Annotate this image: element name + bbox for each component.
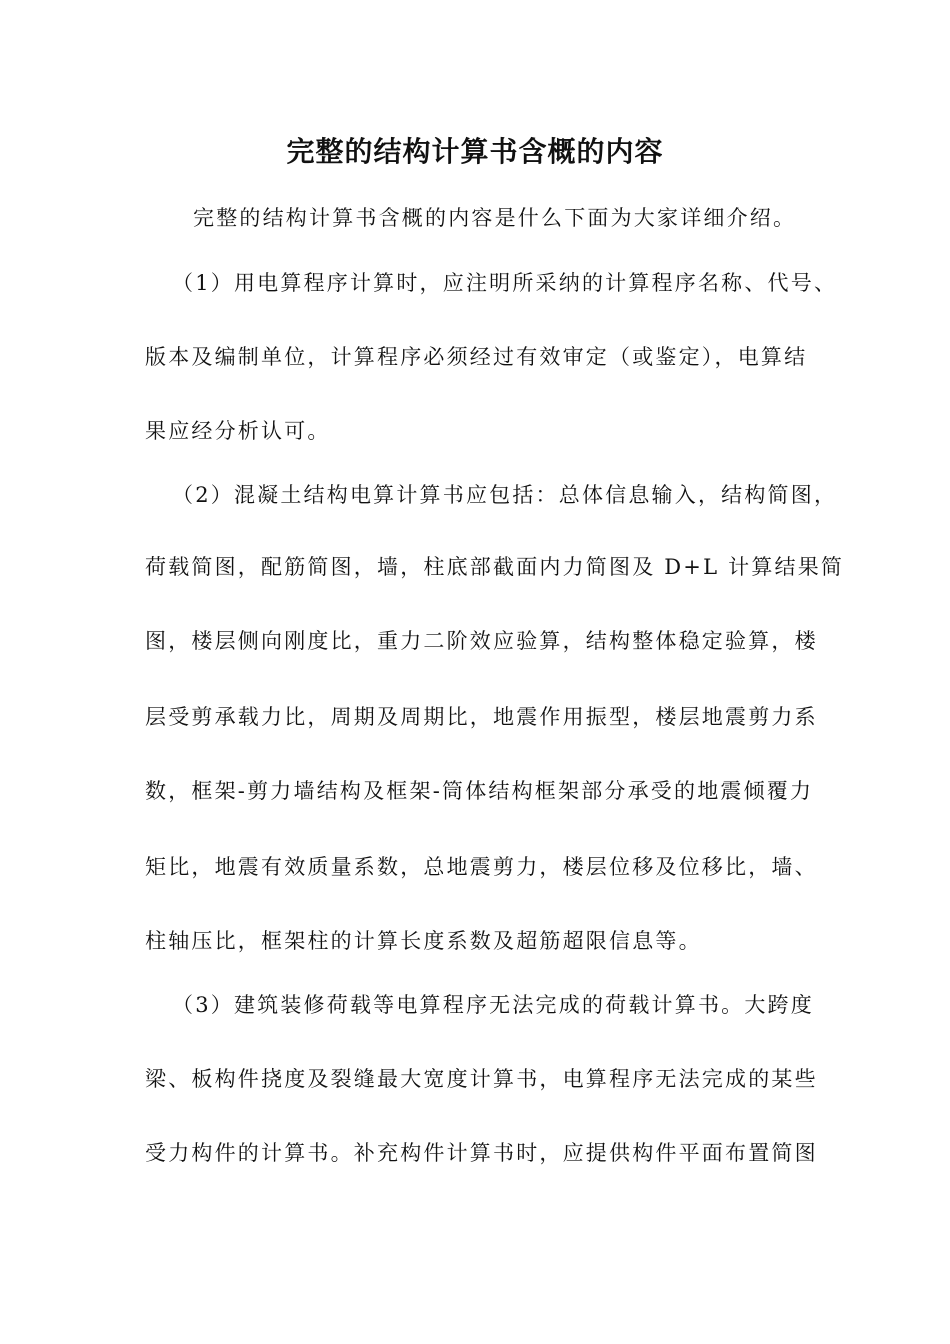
paragraph-3-line-3: 受力构件的计算书。补充构件计算书时，应提供构件平面布置简图 bbox=[145, 1141, 818, 1165]
paragraph-3-line-2: 梁、板构件挠度及裂缝最大宽度计算书，电算程序无法完成的某些 bbox=[145, 1067, 818, 1091]
document-title: 完整的结构计算书含概的内容 bbox=[286, 135, 664, 168]
paragraph-2-line-1: （2）混凝土结构电算计算书应包括：总体信息输入，结构简图， bbox=[172, 483, 838, 507]
paragraph-2-line-2: 荷载简图，配筋简图，墙，柱底部截面内力简图及 D+L 计算结果简 bbox=[145, 555, 845, 579]
paragraph-3-line-1: （3）建筑装修荷载等电算程序无法完成的荷载计算书。大跨度 bbox=[172, 993, 814, 1017]
intro-line: 完整的结构计算书含概的内容是什么下面为大家详细介绍。 bbox=[193, 206, 797, 230]
paragraph-1-line-1: （1）用电算程序计算时，应注明所采纳的计算程序名称、代号、 bbox=[172, 271, 838, 295]
paragraph-2-line-6: 矩比，地震有效质量系数，总地震剪力，楼层位移及位移比，墙、 bbox=[145, 855, 818, 879]
paragraph-2-line-4: 层受剪承载力比，周期及周期比，地震作用振型，楼层地震剪力系 bbox=[145, 705, 818, 729]
paragraph-2-line-5: 数，框架-剪力墙结构及框架-筒体结构框架部分承受的地震倾覆力 bbox=[145, 779, 814, 803]
paragraph-1-line-3: 果应经分析认可。 bbox=[145, 419, 331, 443]
paragraph-2-line-7: 柱轴压比，框架柱的计算长度系数及超筋超限信息等。 bbox=[145, 929, 702, 953]
paragraph-2-line-3: 图，楼层侧向刚度比，重力二阶效应验算，结构整体稳定验算，楼 bbox=[145, 629, 818, 653]
paragraph-1-line-2: 版本及编制单位，计算程序必须经过有效审定（或鉴定），电算结 bbox=[145, 345, 808, 369]
